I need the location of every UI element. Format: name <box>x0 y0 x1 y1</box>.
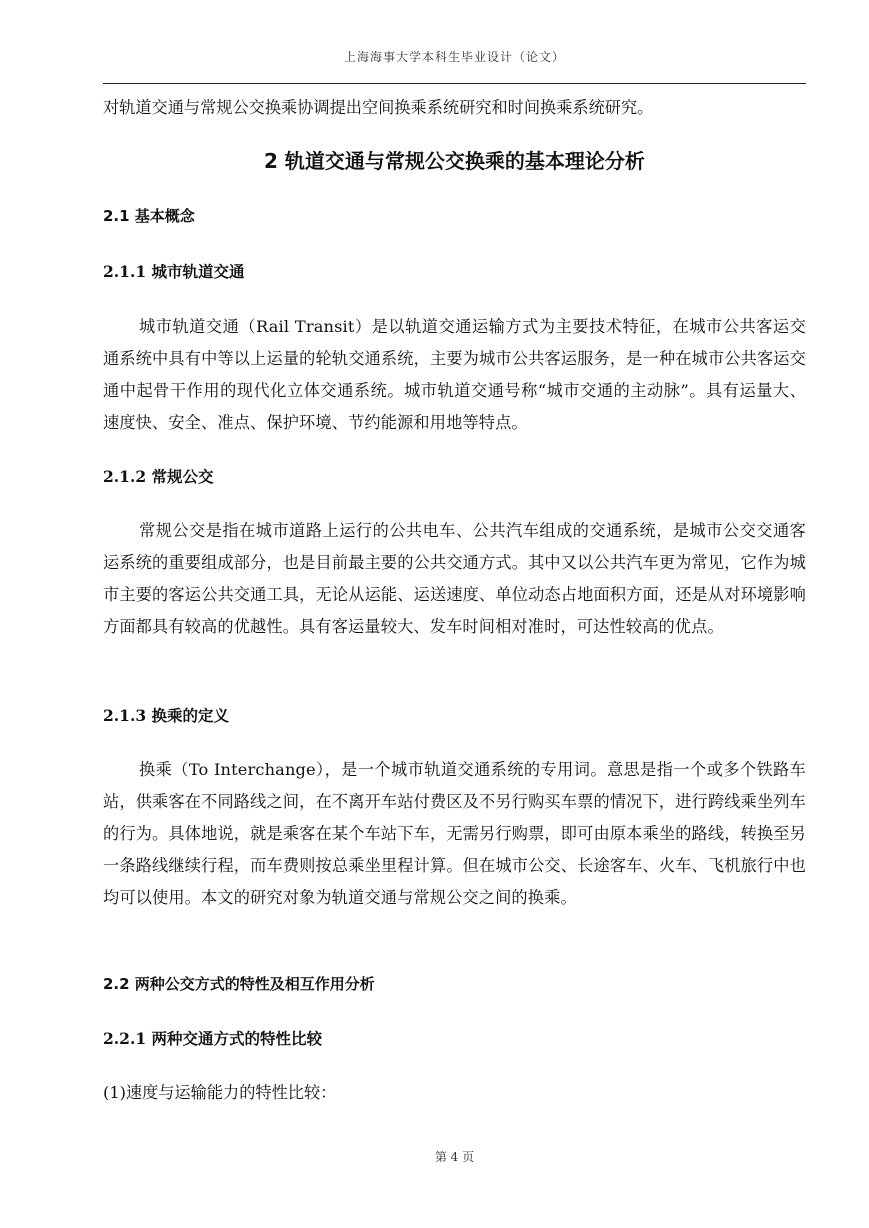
subsection-title-2-1-2: 2.1.2 常规公交 <box>103 467 214 486</box>
list-item-1: (1)速度与运输能力的特性比较： <box>103 1083 337 1102</box>
subsection-title-2-1-1: 2.1.1 城市轨道交通 <box>103 262 245 281</box>
paragraph-interchange: 换乘（To Interchange），是一个城市轨道交通系统的专用词。意思是指一个或多个铁路车站，供乘客在不同路线之间，在不离开车站付费区及不另行购买车票的情况下，进行跨线乘坐列车的行为。具体地说，就是乘客在某个车站下车，无需另行购票，即可由原本乘坐的路线，转换至另一条路线继续行程，而车费则按总乘坐里程计算。但在城市公交、长途客车、火车、飞机旅行中也均可以使用。本文的研究对象为轨道交通与常规公交之间的换乘。 <box>103 760 806 907</box>
page-footer: 第 4 页 <box>434 1150 475 1164</box>
intro-line: 对轨道交通与常规公交换乘协调提出空间换乘系统研究和时间换乘系统研究。 <box>103 98 654 117</box>
paragraph-conventional-bus: 常规公交是指在城市道路上运行的公共电车、公共汽车组成的交通系统，是城市公交交通客运系统的重要组成部分，也是目前最主要的公共交通方式。其中又以公共汽车更为常见，它作为城市主要的客运公共交通工具，无论从运能、运送速度、单位动态占地面积方面，还是从对环境影响方面都具有较高的优越性。具有客运量较大、发车时间相对准时，可达性较高的优点。 <box>103 521 806 636</box>
section-title-2-1: 2.1 基本概念 <box>103 207 195 225</box>
header-divider <box>103 83 806 84</box>
subsection-title-2-2-1: 2.2.1 两种交通方式的特性比较 <box>103 1029 323 1048</box>
section-title-2-2: 2.2 两种公交方式的特性及相互作用分析 <box>103 975 375 993</box>
subsection-title-2-1-3: 2.1.3 换乘的定义 <box>103 706 230 725</box>
paragraph-rail-transit: 城市轨道交通（Rail Transit）是以轨道交通运输方式为主要技术特征，在城市公共客运交通系统中具有中等以上运量的轮轨交通系统，主要为城市公共客运服务，是一种在城市公共客运交通中起骨干作用的现代化立体交通系统。城市轨道交通号称“城市交通的主动脉”。具有运量大、速度快、安全、准点、保护环境、节约能源和用地等特点。 <box>103 317 806 432</box>
chapter-title: 2 轨道交通与常规公交换乘的基本理论分析 <box>264 149 645 173</box>
page-header: 上海海事大学本科生毕业设计（论文） <box>343 50 565 64</box>
